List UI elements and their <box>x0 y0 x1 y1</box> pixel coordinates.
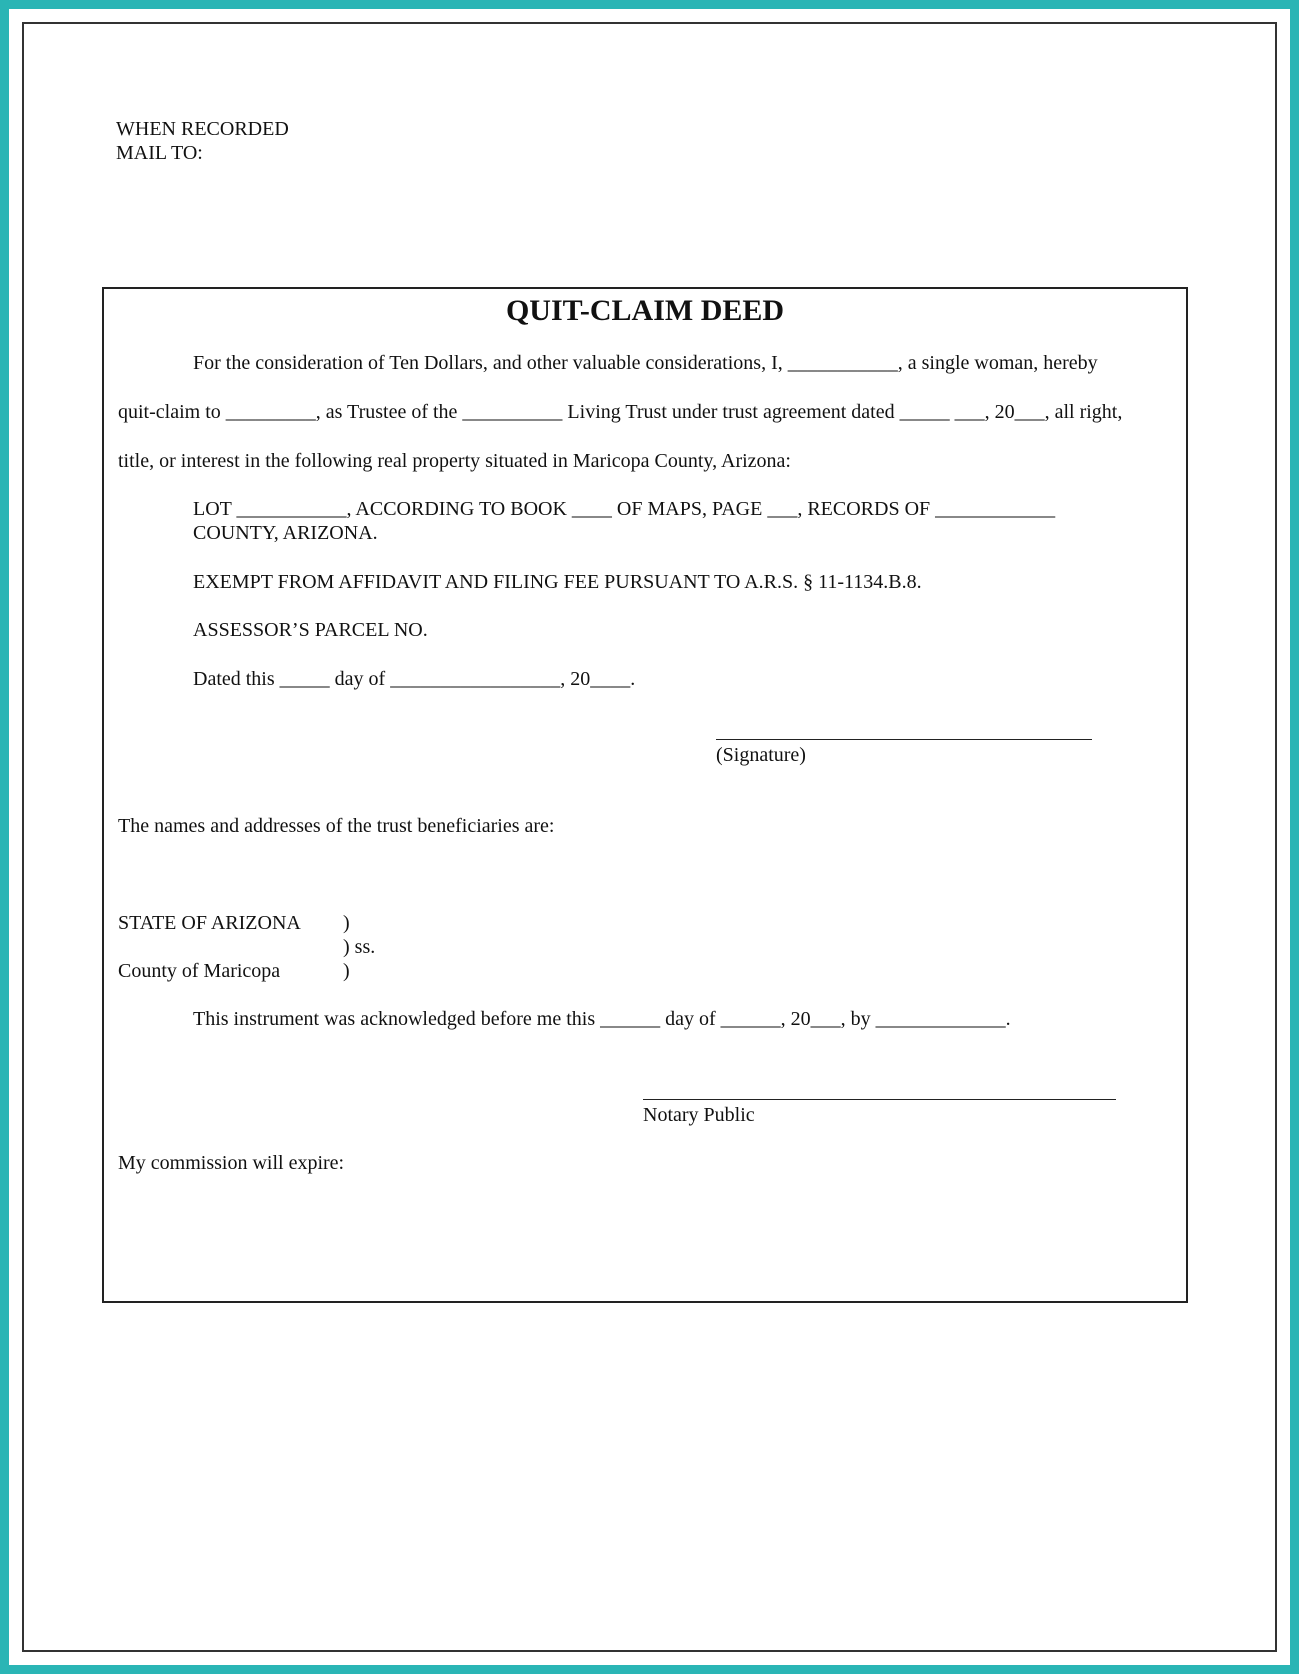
notary-signature-line <box>643 1099 1116 1100</box>
consideration-line-1: For the consideration of Ten Dollars, and other valuable considerations, I, ___________, a single woman, hereby <box>193 352 1098 374</box>
venue-ss: ) ss. <box>343 936 376 958</box>
county-label: County of Maricopa <box>118 960 281 982</box>
beneficiaries-label: The names and addresses of the trust beneficiaries are: <box>118 815 555 837</box>
exempt-statement: EXEMPT FROM AFFIDAVIT AND FILING FEE PURSUANT TO A.R.S. § 11-1134.B.8. <box>193 571 922 593</box>
notary-public-label: Notary Public <box>643 1104 755 1126</box>
acknowledgment-line: This instrument was acknowledged before me this ______ day of ______, 20___, by _____________. <box>193 1008 1011 1030</box>
signature-line <box>716 739 1092 740</box>
dated-line: Dated this _____ day of _________________, 20____. <box>193 668 636 690</box>
venue-paren-1: ) <box>343 912 350 934</box>
recorded-line-1: WHEN RECORDED <box>116 118 289 140</box>
commission-expire-label: My commission will expire: <box>118 1152 345 1174</box>
lot-description-line-2: COUNTY, ARIZONA. <box>193 522 378 544</box>
deed-box <box>102 287 1188 1303</box>
state-label: STATE OF ARIZONA <box>118 912 301 934</box>
lot-description-line-1: LOT ___________, ACCORDING TO BOOK ____ OF MAPS, PAGE ___, RECORDS OF ____________ <box>193 498 1056 520</box>
deed-title: QUIT-CLAIM DEED <box>505 294 785 327</box>
signature-label: (Signature) <box>716 744 806 766</box>
consideration-line-3: title, or interest in the following real property situated in Maricopa County, Arizona: <box>118 450 791 472</box>
parcel-number-label: ASSESSOR’S PARCEL NO. <box>193 619 428 641</box>
venue-paren-3: ) <box>343 960 350 982</box>
recorded-line-2: MAIL TO: <box>116 142 203 164</box>
consideration-line-2: quit-claim to _________, as Trustee of the __________ Living Trust under trust agreement dated _____ ___, 20___, all right, <box>118 401 1123 423</box>
